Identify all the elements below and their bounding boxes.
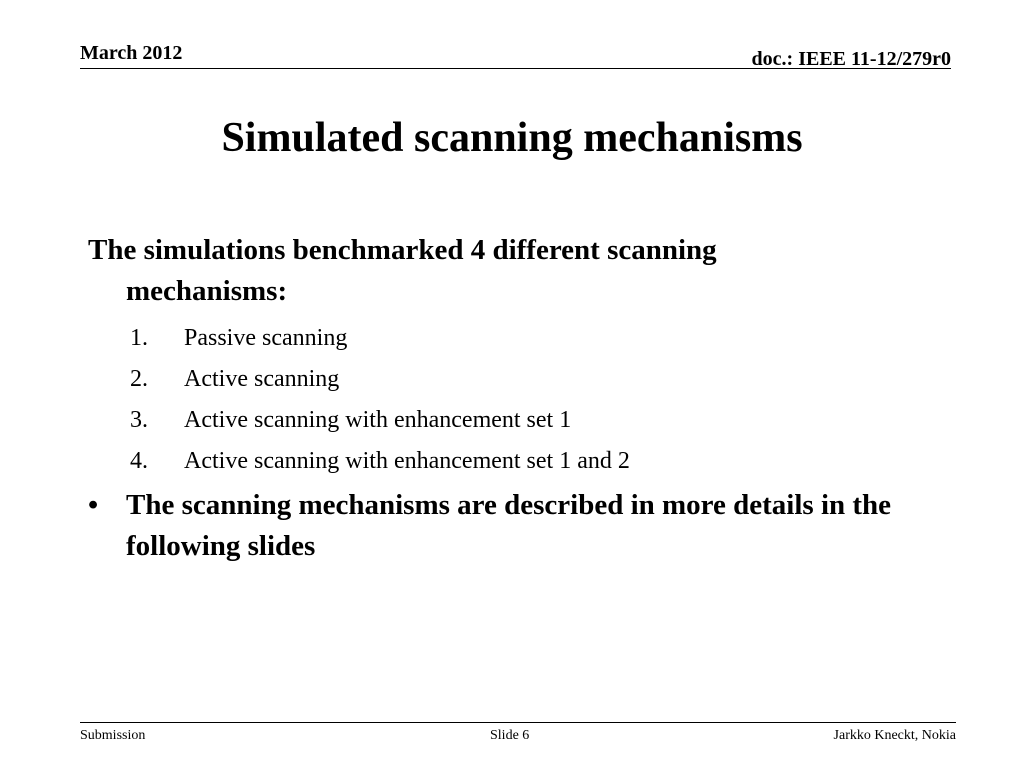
header-divider [80, 68, 951, 69]
header-date: March 2012 [80, 42, 183, 64]
footer-submission: Submission [80, 728, 146, 743]
bullet-point [88, 485, 958, 567]
footer-divider [80, 722, 956, 723]
list-item-number: 3. [130, 407, 148, 433]
lead-line-1: The simulations benchmarked 4 different scanning [88, 234, 717, 266]
list-item-text: Passive scanning [184, 325, 348, 351]
list-item-text: Active scanning with enhancement set 1 [184, 407, 572, 433]
footer-slide-number: Slide 6 [490, 728, 530, 743]
list-item-text: Active scanning with enhancement set 1 and 2 [184, 448, 630, 474]
list-item [130, 318, 630, 359]
list-item-number: 1. [130, 325, 148, 351]
list-item-number: 4. [130, 448, 148, 474]
header-doc-id: doc.: IEEE 11-12/279r0 [751, 48, 951, 70]
list-item [130, 441, 630, 482]
bullet-text: The scanning mechanisms are described in more details in the following slides [126, 489, 892, 562]
slide-title: Simulated scanning mechanisms [221, 115, 803, 161]
bullet-icon: • [88, 489, 99, 521]
numbered-list [130, 318, 630, 482]
footer-author: Jarkko Kneckt, Nokia [833, 728, 956, 743]
list-item [130, 400, 630, 441]
lead-line-2: mechanisms: [126, 275, 288, 307]
lead-paragraph [88, 230, 888, 312]
list-item [130, 359, 630, 400]
list-item-text: Active scanning [184, 366, 340, 392]
list-item-number: 2. [130, 366, 148, 392]
